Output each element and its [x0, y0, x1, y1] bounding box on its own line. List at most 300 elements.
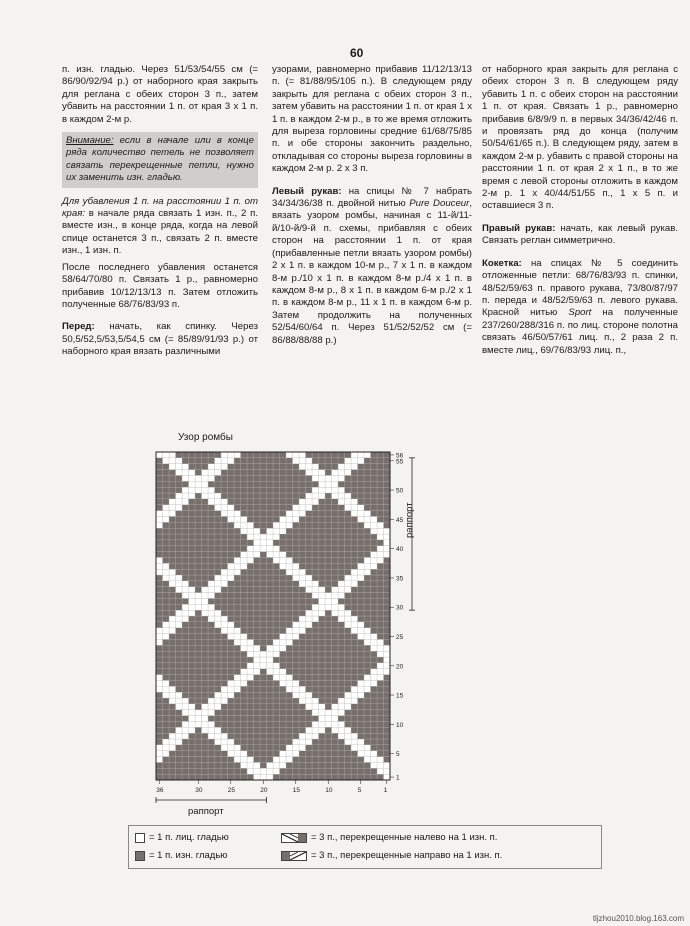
purl-cell: [169, 663, 176, 669]
purl-cell: [273, 733, 280, 739]
purl-cell: [371, 604, 378, 610]
purl-cell: [221, 598, 228, 604]
purl-cell: [325, 669, 332, 675]
knit-cell: [221, 745, 228, 751]
purl-cell: [156, 470, 163, 476]
purl-cell: [195, 634, 202, 640]
knit-cell: [215, 692, 222, 698]
purl-cell: [312, 762, 319, 768]
purl-cell: [234, 464, 241, 470]
purl-cell: [169, 522, 176, 528]
purl-cell: [208, 569, 215, 575]
purl-cell: [169, 493, 176, 499]
knit-cell: [358, 511, 365, 517]
purl-cell: [260, 552, 267, 558]
purl-cell: [156, 464, 163, 470]
purl-cell: [325, 680, 332, 686]
purl-cell: [267, 692, 274, 698]
purl-cell: [176, 452, 183, 458]
purl-cell: [377, 540, 384, 546]
yoke-text-b: на полученные 237/260/288/316 п. по лиц. стороне полотна связать 46/50/57/61 лиц. п., 2 раза 2 п. вместе лиц., 69/76/83/93 лиц. п.,: [482, 307, 678, 356]
purl-cell: [371, 663, 378, 669]
purl-cell: [260, 499, 267, 505]
purl-cell: [358, 470, 365, 476]
purl-cell: [202, 522, 209, 528]
purl-cell: [293, 663, 300, 669]
purl-cell: [176, 593, 183, 599]
purl-cell: [384, 692, 391, 698]
knit-cell: [163, 563, 170, 569]
purl-cell: [202, 651, 209, 657]
purl-cell: [364, 692, 371, 698]
purl-cell: [247, 704, 254, 710]
purl-cell: [215, 680, 222, 686]
knit-cell: [260, 657, 267, 663]
purl-cell: [286, 587, 293, 593]
purl-cell: [267, 569, 274, 575]
purl-cell: [254, 716, 261, 722]
purl-cell: [325, 499, 332, 505]
purl-cell: [195, 610, 202, 616]
purl-cell: [306, 487, 313, 493]
purl-cell: [234, 458, 241, 464]
purl-cell: [208, 768, 215, 774]
purl-cell: [234, 733, 241, 739]
knit-cell: [182, 710, 189, 716]
purl-cell: [319, 540, 326, 546]
purl-cell: [169, 680, 176, 686]
purl-cell: [221, 768, 228, 774]
knit-cell: [221, 452, 228, 458]
purl-cell: [299, 727, 306, 733]
purl-cell: [221, 669, 228, 675]
purl-cell: [221, 663, 228, 669]
purl-cell: [273, 610, 280, 616]
purl-cell: [338, 534, 345, 540]
purl-cell: [332, 762, 339, 768]
purl-cell: [156, 616, 163, 622]
purl-cell: [273, 505, 280, 511]
knit-cell: [234, 516, 241, 522]
purl-cell: [358, 464, 365, 470]
purl-cell: [267, 481, 274, 487]
purl-cell: [202, 698, 209, 704]
purl-cell: [254, 470, 261, 476]
purl-cell: [364, 698, 371, 704]
knit-cell: [169, 511, 176, 517]
knit-cell: [273, 768, 280, 774]
knit-cell: [371, 762, 378, 768]
knit-cell: [208, 587, 215, 593]
knit-cell: [254, 540, 261, 546]
purl-cell: [299, 593, 306, 599]
purl-cell: [280, 499, 287, 505]
purl-cell: [286, 604, 293, 610]
purl-cell: [260, 721, 267, 727]
purl-cell: [364, 528, 371, 534]
purl-cell: [254, 575, 261, 581]
knit-cell: [163, 628, 170, 634]
purl-cell: [345, 534, 352, 540]
purl-cell: [338, 452, 345, 458]
purl-cell: [306, 557, 313, 563]
knit-cell: [319, 493, 326, 499]
purl-cell: [260, 522, 267, 528]
purl-cell: [241, 534, 248, 540]
purl-cell: [312, 575, 319, 581]
purl-cell: [182, 651, 189, 657]
purl-cell: [182, 528, 189, 534]
purl-cell: [286, 657, 293, 663]
purl-cell: [299, 487, 306, 493]
knit-cell: [377, 768, 384, 774]
purl-cell: [345, 669, 352, 675]
knit-cell: [377, 522, 384, 528]
knit-cell: [299, 739, 306, 745]
purl-cell: [221, 645, 228, 651]
purl-cell: [182, 739, 189, 745]
knit-cell: [384, 762, 391, 768]
knit-cell: [215, 698, 222, 704]
purl-cell: [286, 727, 293, 733]
purl-cell: [345, 528, 352, 534]
purl-cell: [267, 757, 274, 763]
purl-cell: [189, 651, 196, 657]
purl-cell: [358, 663, 365, 669]
purl-cell: [202, 563, 209, 569]
purl-cell: [299, 516, 306, 522]
knit-cell: [377, 651, 384, 657]
purl-cell: [371, 692, 378, 698]
purl-cell: [332, 569, 339, 575]
purl-cell: [312, 528, 319, 534]
purl-cell: [286, 704, 293, 710]
knit-cell: [241, 639, 248, 645]
purl-cell: [351, 598, 358, 604]
knit-cell: [234, 745, 241, 751]
knit-cell: [260, 546, 267, 552]
purl-cell: [195, 563, 202, 569]
knit-cell: [306, 458, 313, 464]
purl-cell: [306, 721, 313, 727]
purl-cell: [299, 675, 306, 681]
purl-cell: [306, 522, 313, 528]
purl-cell: [358, 593, 365, 599]
knit-cell: [325, 604, 332, 610]
knit-cell: [169, 464, 176, 470]
purl-cell: [384, 639, 391, 645]
purl-cell: [293, 645, 300, 651]
purl-cell: [351, 604, 358, 610]
knit-cell: [176, 727, 183, 733]
purl-cell: [202, 657, 209, 663]
purl-cell: [299, 762, 306, 768]
knit-cell: [241, 563, 248, 569]
purl-cell: [338, 739, 345, 745]
purl-cell: [299, 546, 306, 552]
purl-cell: [195, 733, 202, 739]
purl-cell: [332, 680, 339, 686]
purl-cell: [234, 622, 241, 628]
knit-cell: [332, 493, 339, 499]
purl-cell: [312, 675, 319, 681]
knit-cell: [176, 692, 183, 698]
purl-cell: [325, 458, 332, 464]
knit-cell: [384, 546, 391, 552]
knit-cell: [377, 675, 384, 681]
knit-cell: [377, 552, 384, 558]
purl-cell: [293, 762, 300, 768]
purl-cell: [273, 563, 280, 569]
purl-cell: [208, 669, 215, 675]
knit-cell: [306, 464, 313, 470]
purl-cell: [247, 657, 254, 663]
purl-cell: [338, 546, 345, 552]
purl-cell: [156, 645, 163, 651]
knit-cell: [163, 634, 170, 640]
purl-cell: [384, 516, 391, 522]
knit-cell: [299, 458, 306, 464]
purl-cell: [260, 557, 267, 563]
purl-cell: [241, 487, 248, 493]
purl-cell: [280, 616, 287, 622]
purl-cell: [176, 774, 183, 780]
purl-cell: [260, 727, 267, 733]
knit-cell: [221, 628, 228, 634]
purl-cell: [364, 475, 371, 481]
purl-cell: [273, 616, 280, 622]
purl-cell: [260, 587, 267, 593]
purl-cell: [325, 569, 332, 575]
knit-cell: [299, 569, 306, 575]
purl-cell: [319, 733, 326, 739]
purl-cell: [163, 645, 170, 651]
purl-cell: [325, 552, 332, 558]
purl-cell: [332, 534, 339, 540]
purl-cell: [247, 470, 254, 476]
knit-cell: [280, 528, 287, 534]
purl-cell: [299, 751, 306, 757]
knit-cell: [221, 698, 228, 704]
purl-cell: [364, 458, 371, 464]
purl-cell: [234, 663, 241, 669]
purl-cell: [215, 516, 222, 522]
purl-cell: [377, 774, 384, 780]
purl-cell: [228, 721, 235, 727]
legend-cross-left-text: = 3 п., перекрещенные налево на 1 изн. п.: [311, 832, 498, 843]
purl-cell: [286, 470, 293, 476]
knit-cell: [234, 522, 241, 528]
purl-cell: [299, 534, 306, 540]
knit-cell: [215, 727, 222, 733]
purl-cell: [182, 452, 189, 458]
purl-cell: [364, 598, 371, 604]
purl-cell: [189, 657, 196, 663]
purl-cell: [273, 704, 280, 710]
knit-cell: [293, 622, 300, 628]
purl-cell: [319, 452, 326, 458]
purl-cell: [371, 610, 378, 616]
purl-cell: [221, 587, 228, 593]
purl-cell: [169, 721, 176, 727]
purl-cell: [202, 528, 209, 534]
knit-cell: [312, 475, 319, 481]
purl-cell: [195, 516, 202, 522]
knit-cell: [247, 534, 254, 540]
knit-cell: [163, 458, 170, 464]
purl-cell: [247, 610, 254, 616]
purl-cell: [358, 774, 365, 780]
purl-cell: [234, 552, 241, 558]
purl-cell: [332, 634, 339, 640]
col1-paragraph-3: После последнего убавления останется 58/64/70/80 п. Связать 1 р., равномерно прибавив 10/12/13/13 п. Затем отложить полученные 68/76/83/93 п.: [62, 261, 258, 310]
purl-cell: [254, 727, 261, 733]
purl-cell: [286, 464, 293, 470]
knit-cell: [156, 686, 163, 692]
purl-cell: [364, 739, 371, 745]
purl-cell: [377, 716, 384, 722]
purl-cell: [293, 464, 300, 470]
purl-cell: [202, 634, 209, 640]
purl-cell: [371, 622, 378, 628]
knit-cell: [247, 663, 254, 669]
purl-cell: [384, 522, 391, 528]
purl-cell: [234, 704, 241, 710]
knit-cell: [345, 575, 352, 581]
purl-cell: [286, 721, 293, 727]
knit-cell: [221, 581, 228, 587]
purl-cell: [384, 675, 391, 681]
purl-cell: [169, 563, 176, 569]
knit-cell: [299, 464, 306, 470]
purl-cell: [260, 716, 267, 722]
purl-cell: [156, 704, 163, 710]
knit-cell: [280, 751, 287, 757]
purl-cell: [286, 593, 293, 599]
purl-cell: [351, 774, 358, 780]
purl-cell: [234, 528, 241, 534]
purl-cell: [202, 616, 209, 622]
knit-cell: [280, 680, 287, 686]
purl-cell: [377, 516, 384, 522]
knit-cell: [338, 470, 345, 476]
purl-cell: [325, 516, 332, 522]
purl-cell: [163, 581, 170, 587]
purl-cell: [156, 546, 163, 552]
purl-cell: [332, 774, 339, 780]
knit-cell: [247, 528, 254, 534]
purl-cell: [384, 610, 391, 616]
purl-cell: [384, 745, 391, 751]
purl-cell: [358, 651, 365, 657]
purl-cell: [319, 762, 326, 768]
purl-cell: [319, 663, 326, 669]
knit-cell: [280, 516, 287, 522]
row-tick-label: 1: [396, 774, 400, 782]
purl-cell: [163, 470, 170, 476]
purl-cell: [163, 721, 170, 727]
knit-cell: [306, 616, 313, 622]
knit-cell: [332, 587, 339, 593]
knit-cell: [241, 680, 248, 686]
knit-cell: [358, 751, 365, 757]
purl-cell: [384, 563, 391, 569]
knit-cell: [299, 622, 306, 628]
knit-cell: [371, 516, 378, 522]
knit-cell: [358, 692, 365, 698]
purl-cell: [351, 716, 358, 722]
purl-cell: [202, 557, 209, 563]
purl-cell: [234, 774, 241, 780]
col-tick-label: 1: [383, 787, 388, 794]
purl-cell: [176, 628, 183, 634]
purl-cell: [306, 669, 313, 675]
purl-cell: [293, 768, 300, 774]
knit-cell: [215, 499, 222, 505]
purl-cell: [332, 645, 339, 651]
knit-cell: [189, 610, 196, 616]
purl-cell: [293, 698, 300, 704]
purl-cell: [260, 622, 267, 628]
purl-cell: [345, 546, 352, 552]
knit-cell: [163, 686, 170, 692]
purl-cell: [371, 569, 378, 575]
purl-cell: [189, 505, 196, 511]
purl-cell: [319, 751, 326, 757]
knit-cell: [208, 704, 215, 710]
purl-cell: [254, 751, 261, 757]
knit-cell: [202, 716, 209, 722]
purl-cell: [254, 598, 261, 604]
knit-cell: [215, 622, 222, 628]
purl-cell: [169, 552, 176, 558]
purl-cell: [280, 692, 287, 698]
knit-cell: [234, 686, 241, 692]
purl-cell: [384, 680, 391, 686]
knit-cell: [182, 475, 189, 481]
purl-cell: [202, 757, 209, 763]
knit-cell: [351, 458, 358, 464]
purl-cell: [215, 540, 222, 546]
purl-cell: [228, 499, 235, 505]
purl-cell: [254, 698, 261, 704]
purl-cell: [364, 651, 371, 657]
purl-cell: [306, 552, 313, 558]
purl-cell: [163, 493, 170, 499]
purl-cell: [299, 634, 306, 640]
purl-cell: [176, 675, 183, 681]
purl-cell: [176, 487, 183, 493]
purl-cell: [169, 727, 176, 733]
purl-cell: [234, 575, 241, 581]
purl-cell: [306, 645, 313, 651]
purl-cell: [260, 493, 267, 499]
knit-cell: [267, 663, 274, 669]
purl-cell: [319, 657, 326, 663]
purl-cell: [241, 733, 248, 739]
purl-cell: [325, 751, 332, 757]
knit-cell: [332, 598, 339, 604]
knit-cell: [299, 686, 306, 692]
knit-cell: [286, 751, 293, 757]
knit-cell: [221, 499, 228, 505]
purl-cell: [189, 452, 196, 458]
knit-cell: [182, 616, 189, 622]
purl-cell: [189, 680, 196, 686]
knit-cell: [364, 757, 371, 763]
purl-cell: [319, 628, 326, 634]
knit-cell: [267, 657, 274, 663]
